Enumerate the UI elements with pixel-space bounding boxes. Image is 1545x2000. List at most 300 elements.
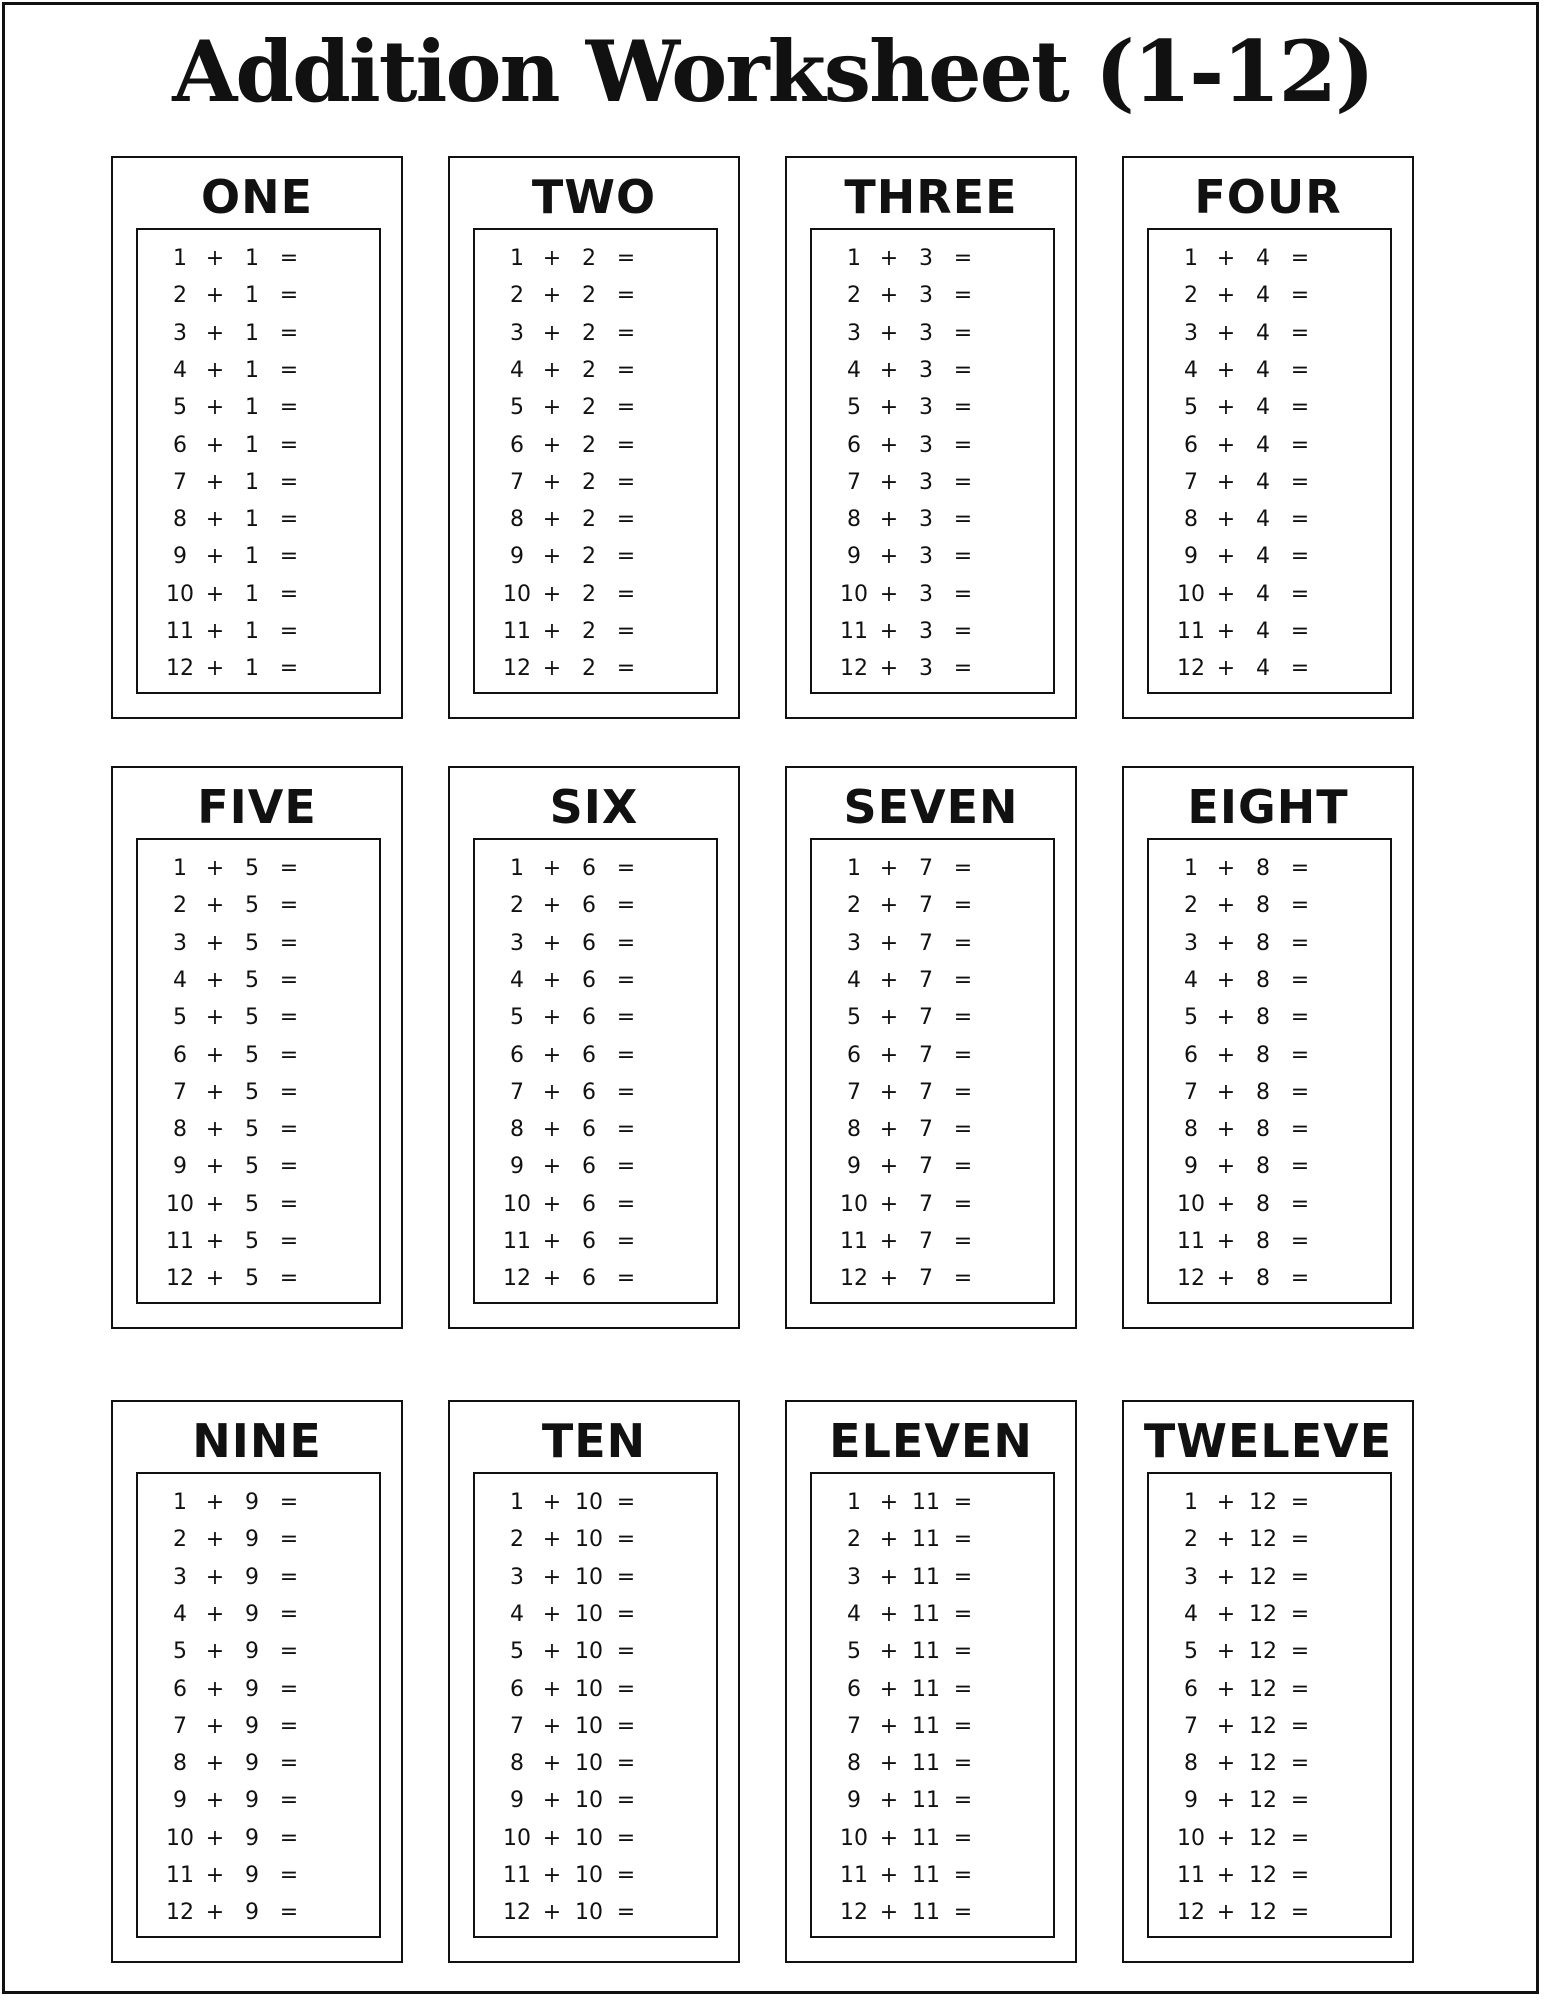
- problem-row: [812, 389, 1053, 426]
- second-addend: 9: [245, 1601, 259, 1627]
- problem-card: [785, 766, 1077, 1329]
- equals-sign: =: [616, 619, 636, 644]
- plus-sign: +: [879, 581, 899, 607]
- second-addend: 9: [245, 1639, 259, 1665]
- first-addend: 3: [847, 320, 861, 346]
- problem-row: [475, 1782, 716, 1819]
- problem-row: [138, 1037, 379, 1074]
- second-addend: 7: [919, 967, 933, 993]
- equals-sign: =: [953, 1005, 973, 1031]
- second-addend: 8: [1256, 1154, 1270, 1180]
- plus-sign: +: [205, 1863, 225, 1888]
- second-addend: 4: [1256, 357, 1270, 383]
- plus-sign: +: [542, 1117, 562, 1143]
- problem-row: [475, 850, 716, 887]
- problem-row: [475, 352, 716, 389]
- first-addend: 4: [847, 1601, 861, 1627]
- first-addend: 10: [840, 581, 868, 607]
- problem-row: [138, 887, 379, 924]
- plus-sign: +: [542, 1229, 562, 1254]
- plus-sign: +: [542, 1191, 562, 1217]
- equals-sign: =: [1290, 1266, 1310, 1292]
- problem-row: [1149, 240, 1390, 277]
- problem-row: [1149, 650, 1390, 687]
- problem-row: [475, 1074, 716, 1111]
- first-addend: 9: [1184, 1788, 1198, 1814]
- problem-row: [138, 464, 379, 501]
- second-addend: 10: [575, 1788, 603, 1814]
- second-addend: 6: [582, 1229, 596, 1254]
- second-addend: 3: [919, 283, 933, 309]
- problem-row: [475, 1111, 716, 1148]
- problem-row: [138, 1708, 379, 1745]
- first-addend: 7: [1184, 1713, 1198, 1739]
- equals-sign: =: [953, 930, 973, 956]
- card-title: SEVEN: [843, 780, 1019, 834]
- second-addend: 11: [912, 1564, 940, 1590]
- first-addend: 9: [847, 1788, 861, 1814]
- problem-row: [138, 538, 379, 575]
- equals-sign: =: [279, 1266, 299, 1292]
- second-addend: 12: [1249, 1900, 1277, 1926]
- second-addend: 8: [1256, 1005, 1270, 1031]
- second-addend: 3: [919, 395, 933, 421]
- equals-sign: =: [1290, 1117, 1310, 1143]
- second-addend: 2: [582, 246, 596, 271]
- equals-sign: =: [953, 1676, 973, 1702]
- first-addend: 3: [510, 1564, 524, 1590]
- first-addend: 9: [510, 1154, 524, 1180]
- plus-sign: +: [542, 1900, 562, 1926]
- equals-sign: =: [279, 469, 299, 495]
- card-title: TWO: [531, 170, 657, 224]
- equals-sign: =: [953, 432, 973, 458]
- second-addend: 6: [582, 930, 596, 956]
- equals-sign: =: [616, 320, 636, 346]
- equals-sign: =: [616, 246, 636, 271]
- second-addend: 5: [245, 1154, 259, 1180]
- problem-row: [812, 962, 1053, 999]
- second-addend: 12: [1249, 1490, 1277, 1515]
- equals-sign: =: [279, 357, 299, 383]
- equals-sign: =: [279, 1191, 299, 1217]
- second-addend: 9: [245, 1713, 259, 1739]
- problem-row: [475, 1820, 716, 1857]
- equals-sign: =: [1290, 1527, 1310, 1553]
- equals-sign: =: [616, 967, 636, 993]
- first-addend: 1: [173, 1490, 187, 1515]
- plus-sign: +: [879, 320, 899, 346]
- problem-row: [138, 925, 379, 962]
- problem-row: [138, 962, 379, 999]
- problem-row: [812, 850, 1053, 887]
- first-addend: 3: [173, 930, 187, 956]
- plus-sign: +: [1216, 469, 1236, 495]
- equals-sign: =: [279, 656, 299, 682]
- second-addend: 3: [919, 432, 933, 458]
- problem-row: [475, 1894, 716, 1931]
- problem-row: [138, 1260, 379, 1297]
- first-addend: 4: [510, 357, 524, 383]
- first-addend: 5: [847, 395, 861, 421]
- first-addend: 4: [510, 967, 524, 993]
- plus-sign: +: [205, 893, 225, 919]
- plus-sign: +: [542, 1825, 562, 1851]
- equals-sign: =: [953, 507, 973, 533]
- plus-sign: +: [205, 1154, 225, 1180]
- first-addend: 6: [1184, 1042, 1198, 1068]
- equals-sign: =: [279, 1527, 299, 1553]
- equals-sign: =: [1290, 1713, 1310, 1739]
- second-addend: 6: [582, 1005, 596, 1031]
- problem-row: [138, 352, 379, 389]
- second-addend: 10: [575, 1564, 603, 1590]
- plus-sign: +: [1216, 357, 1236, 383]
- second-addend: 4: [1256, 507, 1270, 533]
- second-addend: 4: [1256, 283, 1270, 309]
- problem-row: [138, 1484, 379, 1521]
- equals-sign: =: [616, 544, 636, 570]
- plus-sign: +: [542, 246, 562, 271]
- second-addend: 2: [582, 581, 596, 607]
- equals-sign: =: [616, 357, 636, 383]
- plus-sign: +: [1216, 1788, 1236, 1814]
- equals-sign: =: [616, 1639, 636, 1665]
- second-addend: 7: [919, 893, 933, 919]
- problem-row: [812, 1745, 1053, 1782]
- first-addend: 9: [847, 544, 861, 570]
- equals-sign: =: [1290, 1863, 1310, 1888]
- second-addend: 9: [245, 1788, 259, 1814]
- second-addend: 11: [912, 1900, 940, 1926]
- plus-sign: +: [879, 856, 899, 881]
- equals-sign: =: [1290, 1788, 1310, 1814]
- second-addend: 5: [245, 1042, 259, 1068]
- equals-sign: =: [953, 967, 973, 993]
- first-addend: 7: [847, 469, 861, 495]
- second-addend: 5: [245, 967, 259, 993]
- first-addend: 1: [1184, 1490, 1198, 1515]
- plus-sign: +: [879, 544, 899, 570]
- first-addend: 12: [503, 1900, 531, 1926]
- equals-sign: =: [616, 856, 636, 881]
- problem-row: [1149, 277, 1390, 314]
- first-addend: 8: [847, 1117, 861, 1143]
- first-addend: 5: [173, 1639, 187, 1665]
- problem-row: [138, 1559, 379, 1596]
- first-addend: 5: [510, 1005, 524, 1031]
- second-addend: 11: [912, 1639, 940, 1665]
- equals-sign: =: [1290, 1005, 1310, 1031]
- plus-sign: +: [205, 1900, 225, 1926]
- equals-sign: =: [279, 619, 299, 644]
- second-addend: 5: [245, 893, 259, 919]
- first-addend: 12: [840, 1900, 868, 1926]
- problem-row: [812, 427, 1053, 464]
- first-addend: 10: [840, 1191, 868, 1217]
- second-addend: 9: [245, 1825, 259, 1851]
- problem-row: [1149, 464, 1390, 501]
- problem-card: [1122, 766, 1414, 1329]
- second-addend: 1: [245, 619, 259, 644]
- problem-row: [1149, 1223, 1390, 1260]
- page-title: Addition Worksheet (1-12): [172, 22, 1373, 121]
- second-addend: 1: [245, 544, 259, 570]
- problem-row: [812, 1894, 1053, 1931]
- plus-sign: +: [542, 619, 562, 644]
- equals-sign: =: [279, 1117, 299, 1143]
- plus-sign: +: [542, 395, 562, 421]
- first-addend: 2: [173, 893, 187, 919]
- plus-sign: +: [1216, 1639, 1236, 1665]
- first-addend: 10: [840, 1825, 868, 1851]
- second-addend: 7: [919, 930, 933, 956]
- first-addend: 6: [510, 1042, 524, 1068]
- problem-row: [1149, 1857, 1390, 1894]
- problem-row: [475, 576, 716, 613]
- first-addend: 4: [847, 967, 861, 993]
- plus-sign: +: [542, 1788, 562, 1814]
- equals-sign: =: [953, 246, 973, 271]
- plus-sign: +: [879, 1527, 899, 1553]
- first-addend: 7: [173, 1079, 187, 1105]
- second-addend: 7: [919, 1154, 933, 1180]
- first-addend: 1: [510, 246, 524, 271]
- first-addend: 8: [173, 507, 187, 533]
- plus-sign: +: [1216, 619, 1236, 644]
- plus-sign: +: [542, 1154, 562, 1180]
- problem-row: [1149, 887, 1390, 924]
- first-addend: 10: [503, 581, 531, 607]
- plus-sign: +: [542, 1042, 562, 1068]
- plus-sign: +: [542, 1676, 562, 1702]
- plus-sign: +: [205, 1639, 225, 1665]
- plus-sign: +: [879, 432, 899, 458]
- second-addend: 4: [1256, 656, 1270, 682]
- first-addend: 6: [173, 1676, 187, 1702]
- equals-sign: =: [616, 395, 636, 421]
- first-addend: 1: [847, 1490, 861, 1515]
- second-addend: 9: [245, 1900, 259, 1926]
- plus-sign: +: [879, 1564, 899, 1590]
- second-addend: 6: [582, 1079, 596, 1105]
- second-addend: 6: [582, 967, 596, 993]
- first-addend: 9: [1184, 1154, 1198, 1180]
- problem-row: [138, 1521, 379, 1558]
- second-addend: 9: [245, 1863, 259, 1888]
- plus-sign: +: [542, 1639, 562, 1665]
- first-addend: 7: [510, 1079, 524, 1105]
- plus-sign: +: [1216, 656, 1236, 682]
- second-addend: 11: [912, 1713, 940, 1739]
- first-addend: 4: [847, 357, 861, 383]
- equals-sign: =: [616, 581, 636, 607]
- problem-card: [785, 156, 1077, 719]
- second-addend: 9: [245, 1527, 259, 1553]
- problem-row: [1149, 427, 1390, 464]
- equals-sign: =: [1290, 1676, 1310, 1702]
- problem-row: [138, 1745, 379, 1782]
- first-addend: 7: [173, 469, 187, 495]
- equals-sign: =: [1290, 1042, 1310, 1068]
- equals-sign: =: [953, 1527, 973, 1553]
- first-addend: 7: [1184, 469, 1198, 495]
- equals-sign: =: [1290, 1900, 1310, 1926]
- plus-sign: +: [879, 930, 899, 956]
- second-addend: 11: [912, 1601, 940, 1627]
- first-addend: 7: [173, 1713, 187, 1739]
- equals-sign: =: [953, 1639, 973, 1665]
- second-addend: 11: [912, 1825, 940, 1851]
- first-addend: 7: [510, 1713, 524, 1739]
- plus-sign: +: [1216, 1005, 1236, 1031]
- plus-sign: +: [205, 1676, 225, 1702]
- plus-sign: +: [1216, 1117, 1236, 1143]
- problem-card: [448, 766, 740, 1329]
- problem-row: [138, 1782, 379, 1819]
- first-addend: 8: [1184, 507, 1198, 533]
- equals-sign: =: [1290, 856, 1310, 881]
- first-addend: 3: [1184, 930, 1198, 956]
- second-addend: 3: [919, 656, 933, 682]
- plus-sign: +: [1216, 1713, 1236, 1739]
- problem-row: [1149, 1596, 1390, 1633]
- problem-row: [475, 1745, 716, 1782]
- second-addend: 2: [582, 357, 596, 383]
- plus-sign: +: [879, 1117, 899, 1143]
- first-addend: 8: [510, 1751, 524, 1777]
- first-addend: 2: [847, 283, 861, 309]
- plus-sign: +: [1216, 395, 1236, 421]
- first-addend: 12: [840, 656, 868, 682]
- equals-sign: =: [1290, 1079, 1310, 1105]
- problem-row: [1149, 389, 1390, 426]
- second-addend: 3: [919, 619, 933, 644]
- second-addend: 1: [245, 656, 259, 682]
- problem-card: [111, 1400, 403, 1963]
- plus-sign: +: [542, 544, 562, 570]
- problem-row: [1149, 538, 1390, 575]
- equals-sign: =: [616, 1005, 636, 1031]
- second-addend: 1: [245, 395, 259, 421]
- problem-row: [812, 1559, 1053, 1596]
- plus-sign: +: [1216, 1042, 1236, 1068]
- second-addend: 7: [919, 1229, 933, 1254]
- plus-sign: +: [879, 1154, 899, 1180]
- plus-sign: +: [879, 395, 899, 421]
- first-addend: 10: [503, 1825, 531, 1851]
- equals-sign: =: [1290, 967, 1310, 993]
- first-addend: 11: [1177, 619, 1205, 644]
- first-addend: 5: [510, 1639, 524, 1665]
- equals-sign: =: [953, 1900, 973, 1926]
- equals-sign: =: [279, 544, 299, 570]
- problem-row: [475, 1596, 716, 1633]
- second-addend: 4: [1256, 469, 1270, 495]
- equals-sign: =: [1290, 246, 1310, 271]
- first-addend: 6: [847, 432, 861, 458]
- equals-sign: =: [616, 283, 636, 309]
- equals-sign: =: [1290, 1601, 1310, 1627]
- first-addend: 1: [510, 856, 524, 881]
- card-title: TWELEVE: [1143, 1414, 1393, 1468]
- problem-list: [473, 838, 718, 1304]
- problem-row: [812, 999, 1053, 1036]
- problem-row: [475, 427, 716, 464]
- second-addend: 2: [582, 320, 596, 346]
- second-addend: 1: [245, 469, 259, 495]
- second-addend: 11: [912, 1788, 940, 1814]
- plus-sign: +: [879, 1639, 899, 1665]
- plus-sign: +: [1216, 1601, 1236, 1627]
- first-addend: 4: [1184, 1601, 1198, 1627]
- first-addend: 2: [847, 1527, 861, 1553]
- problem-row: [1149, 925, 1390, 962]
- problem-row: [138, 389, 379, 426]
- plus-sign: +: [205, 1825, 225, 1851]
- plus-sign: +: [542, 656, 562, 682]
- equals-sign: =: [279, 1713, 299, 1739]
- plus-sign: +: [1216, 893, 1236, 919]
- equals-sign: =: [279, 856, 299, 881]
- second-addend: 10: [575, 1863, 603, 1888]
- first-addend: 11: [840, 619, 868, 644]
- first-addend: 3: [510, 320, 524, 346]
- problem-row: [812, 1223, 1053, 1260]
- problem-row: [138, 613, 379, 650]
- second-addend: 12: [1249, 1788, 1277, 1814]
- second-addend: 2: [582, 507, 596, 533]
- second-addend: 8: [1256, 893, 1270, 919]
- first-addend: 6: [173, 432, 187, 458]
- first-addend: 12: [166, 1900, 194, 1926]
- plus-sign: +: [542, 1490, 562, 1515]
- equals-sign: =: [1290, 544, 1310, 570]
- problem-row: [475, 887, 716, 924]
- second-addend: 2: [582, 656, 596, 682]
- problem-row: [812, 315, 1053, 352]
- first-addend: 4: [1184, 967, 1198, 993]
- problem-list: [810, 228, 1055, 694]
- plus-sign: +: [542, 856, 562, 881]
- first-addend: 8: [1184, 1751, 1198, 1777]
- second-addend: 10: [575, 1639, 603, 1665]
- second-addend: 11: [912, 1676, 940, 1702]
- plus-sign: +: [879, 1676, 899, 1702]
- plus-sign: +: [879, 1900, 899, 1926]
- equals-sign: =: [1290, 507, 1310, 533]
- first-addend: 6: [510, 1676, 524, 1702]
- problem-row: [475, 389, 716, 426]
- equals-sign: =: [1290, 1154, 1310, 1180]
- plus-sign: +: [542, 581, 562, 607]
- plus-sign: +: [542, 469, 562, 495]
- first-addend: 9: [173, 1788, 187, 1814]
- plus-sign: +: [1216, 1564, 1236, 1590]
- problem-card: [111, 766, 403, 1329]
- first-addend: 3: [173, 320, 187, 346]
- second-addend: 6: [582, 1117, 596, 1143]
- equals-sign: =: [953, 544, 973, 570]
- second-addend: 2: [582, 619, 596, 644]
- plus-sign: +: [1216, 1676, 1236, 1702]
- plus-sign: +: [542, 357, 562, 383]
- equals-sign: =: [1290, 320, 1310, 346]
- equals-sign: =: [1290, 283, 1310, 309]
- second-addend: 5: [245, 1266, 259, 1292]
- problem-card: [448, 156, 740, 719]
- equals-sign: =: [616, 432, 636, 458]
